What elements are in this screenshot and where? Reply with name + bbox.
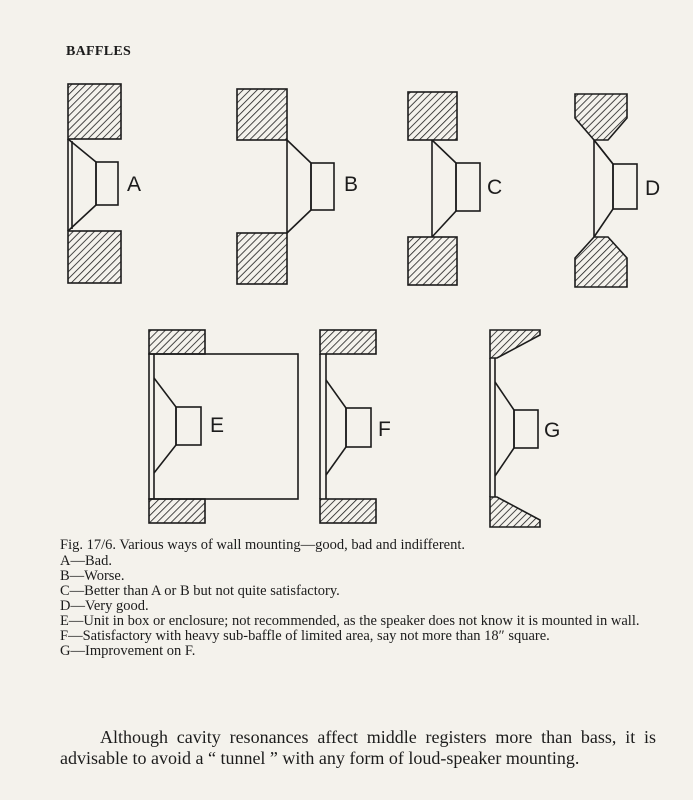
diagram-f	[320, 330, 376, 523]
page-header: BAFFLES	[66, 44, 132, 59]
body-paragraph-text: Although cavity resonances affect middle registers more than bass, it is advisable to avoid a “ tunnel ” with any form of loud-speaker mounting.	[60, 727, 656, 768]
caption-letter: G	[60, 643, 71, 659]
caption-item-c: C — Better than A or B but not quite satisfactory.	[60, 584, 656, 599]
label-c: C	[487, 176, 503, 199]
caption-text: Better than A or B but not quite satisfactory.	[84, 583, 340, 599]
caption-letter: E	[60, 613, 69, 629]
diagram-g	[490, 330, 540, 527]
label-g: G	[544, 419, 561, 442]
caption-item-f: F — Satisfactory with heavy sub-baffle of limited area, say not more than 18″ square.	[60, 629, 656, 644]
caption-text: Satisfactory with heavy sub-baffle of limited area, say not more than 18″ square.	[82, 628, 550, 644]
diagram-b	[237, 89, 334, 284]
diagram-c	[408, 92, 480, 285]
label-e: E	[210, 414, 225, 437]
caption-letter: D	[60, 598, 71, 614]
caption-item-a: A — Bad.	[60, 554, 656, 569]
caption-letter: A	[60, 553, 71, 569]
label-a: A	[127, 173, 142, 196]
caption-text: Bad.	[84, 553, 112, 569]
caption-letter: B	[60, 568, 70, 584]
label-d: D	[645, 177, 661, 200]
diagram-a	[68, 84, 121, 283]
caption-title: Fig. 17/6. Various ways of wall mounting—good, bad and indifferent.	[60, 537, 466, 553]
caption-item-d: D — Very good.	[60, 599, 656, 614]
caption-text: Unit in box or enclosure; not recommended, as the speaker does not know it is mounted in wall.	[83, 613, 640, 629]
figure-caption	[60, 538, 656, 659]
caption-letter: C	[60, 583, 70, 599]
label-b: B	[344, 173, 359, 196]
caption-item-e: E — Unit in box or enclosure; not recommended, as the speaker does not know it is mounted in wall.	[60, 614, 656, 629]
label-f: F	[378, 418, 391, 441]
caption-text: Very good.	[84, 598, 149, 614]
caption-item-g: G — Improvement on F.	[60, 644, 656, 659]
caption-text: Worse.	[84, 568, 125, 584]
caption-text: Improvement on F.	[84, 643, 196, 659]
caption-item-b: B — Worse.	[60, 569, 656, 584]
diagram-d	[575, 94, 637, 287]
caption-letter: F	[60, 628, 69, 644]
body-paragraph	[60, 727, 656, 769]
